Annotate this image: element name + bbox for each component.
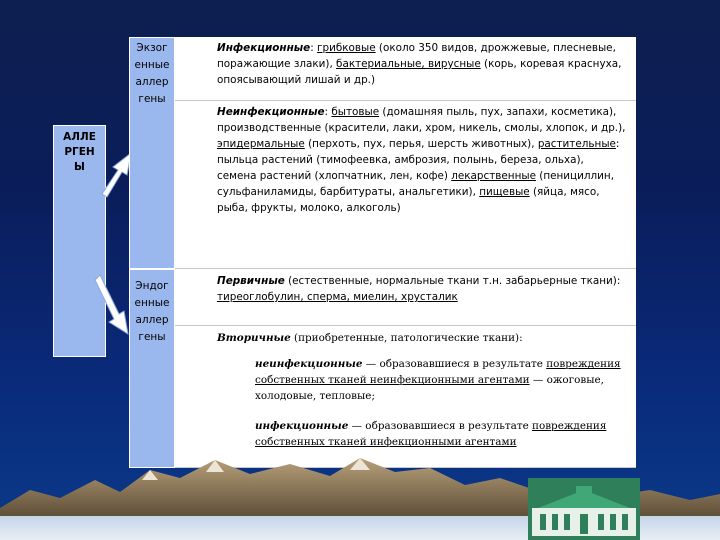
arrow-down-icon bbox=[93, 270, 133, 336]
underlined-text: пищевые bbox=[479, 186, 530, 198]
allergens-label: АЛЛЕРГЕНЫ bbox=[63, 131, 96, 173]
secondary-noninfectious bbox=[217, 356, 628, 404]
noninfectious-panel bbox=[175, 101, 636, 269]
noninfectious-label: Неинфекционные bbox=[217, 106, 325, 118]
text: — ожоговые, холодовые, тепловые; bbox=[255, 374, 604, 402]
primary-panel bbox=[175, 269, 636, 326]
text: (перхоть, пух, перья, шерсть животных), bbox=[304, 138, 538, 150]
underlined-text: повреждения собственных тканей неинфекционными агентами bbox=[255, 358, 621, 386]
text: (корь, коревая краснуха, опоясывающий лишай и др.) bbox=[217, 58, 622, 86]
sub-label: инфекционные bbox=[255, 420, 349, 432]
underlined-text: эпидермальные bbox=[217, 138, 305, 150]
underlined-text: бактериальные, вирусные bbox=[336, 58, 481, 70]
underlined-text: лекарственные bbox=[451, 170, 536, 182]
underlined-text: тиреоглобулин, сперма, миелин, хрусталик bbox=[217, 291, 458, 303]
text: — образовавшиеся в результате bbox=[348, 420, 533, 432]
text: (приобретенные, патологические ткани): bbox=[290, 332, 523, 344]
text: (естественные, нормальные ткани т.н. забарьерные ткани): bbox=[284, 275, 621, 287]
text: — образовавшиеся в результате bbox=[362, 358, 547, 370]
exogenous-column bbox=[129, 37, 175, 269]
text: : пыльца растений (тимофеевка, амброзия, полынь, береза, ольха), семена растений (хлопчатник, лен, кофе) bbox=[217, 138, 620, 182]
text: (яйца, мясо, рыба, фрукты, молоко, алкоголь) bbox=[217, 186, 600, 214]
text: (около 350 видов, дрожжевые, плесневые, поражающие злаки), bbox=[217, 42, 616, 70]
infectious-label: Инфекционные bbox=[217, 42, 311, 54]
text: : bbox=[324, 106, 332, 118]
underlined-text: растительные bbox=[537, 138, 616, 150]
infectious-panel bbox=[175, 37, 636, 101]
secondary-infectious bbox=[217, 418, 628, 450]
sub-label: неинфекционные bbox=[255, 358, 363, 370]
text: (домашняя пыль, пух, запахи, косметика), производственные (красители, лаки, хром, никель, смолы, хлопок, и др.), bbox=[217, 106, 626, 134]
underlined-text: повреждения собственных тканей инфекционными агентами bbox=[255, 420, 607, 448]
primary-label: Первичные bbox=[217, 275, 285, 287]
text: : bbox=[310, 42, 318, 54]
exogenous-label: Экзогенные аллергены bbox=[134, 42, 170, 105]
secondary-label: Вторичные bbox=[217, 332, 291, 344]
underlined-text: бытовые bbox=[331, 106, 380, 118]
building-decoration bbox=[528, 478, 640, 540]
underlined-text: грибковые bbox=[317, 42, 376, 54]
endogenous-label: Эндогенные аллергены bbox=[134, 280, 170, 343]
text: (пенициллин, сульфаниламиды, барбитураты, анальгетики), bbox=[217, 170, 615, 198]
secondary-panel bbox=[175, 326, 636, 468]
endogenous-column bbox=[129, 269, 175, 468]
secondary-heading bbox=[217, 330, 628, 346]
